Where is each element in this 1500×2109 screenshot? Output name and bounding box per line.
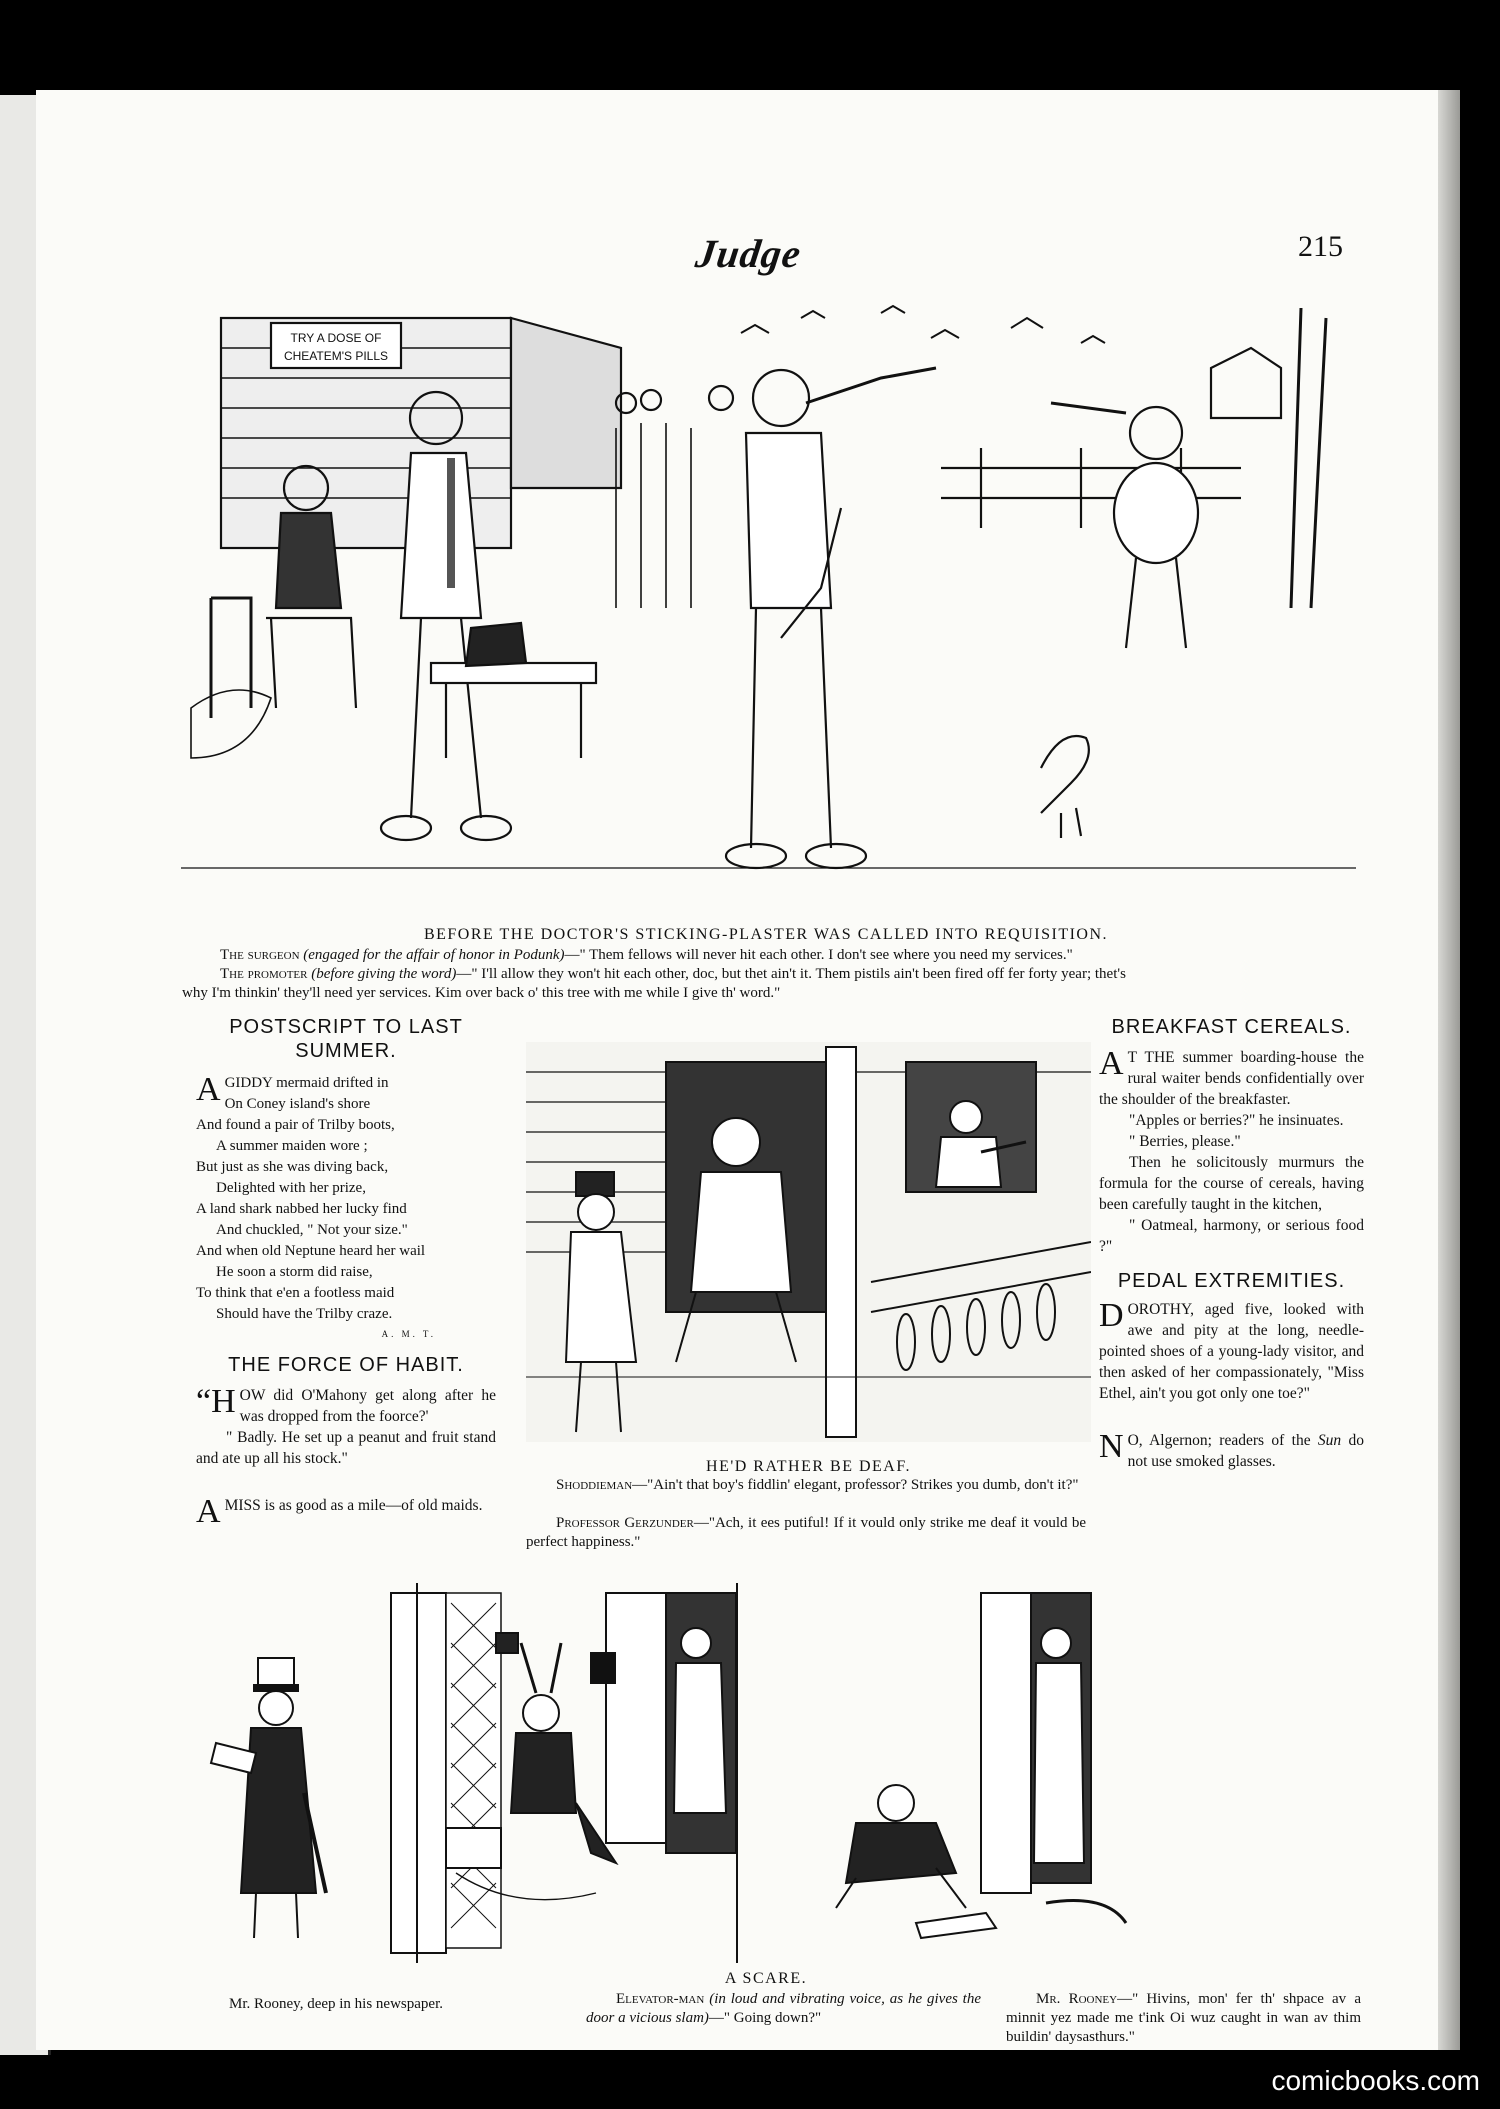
pill-sign-line1: TRY A DOSE OF (290, 331, 382, 345)
rooney-speaker: Mr. Rooney (1036, 1991, 1118, 2007)
sun-text-em: Sun (1317, 1432, 1342, 1449)
duel-cartoon-title: BEFORE THE DOCTOR'S STICKING-PLASTER WAS CALLED INTO REQUISITION. (423, 926, 1109, 943)
pedal-text: OROTHY, aged five, looked with awe and pity at the long, needle-pointed shoes of a young-lady visitor, and then asked of her compassionately, "Miss Ethel, ain't you got only one toe?" (1099, 1301, 1364, 1402)
cereal-text: T THE summer boarding-house the rural waiter bends confidentially over the shoulder of the breakfaster. (1099, 1049, 1364, 1108)
miss-joke (196, 1493, 496, 1530)
fiddle-cartoon-illustration (526, 1042, 1091, 1442)
poem-line: On Coney island's shore (224, 1096, 371, 1112)
poem-drop-cap: A (196, 1071, 221, 1108)
strip-divider-2 (736, 1583, 738, 1963)
page-number: 215 (1298, 230, 1343, 263)
shoddieman-line: —"Ain't that boy's fiddlin' elegant, professor? Strikes you dumb, don't it?" (632, 1477, 1079, 1493)
professor-speaker: Professor Gerzunder (556, 1515, 694, 1531)
poem-line: To think that e'en a footless maid (196, 1285, 395, 1301)
strip-divider-1 (416, 1583, 418, 1963)
cereal-p1 (1099, 1047, 1364, 1110)
poem-line: And when old Neptune heard her wail (196, 1243, 426, 1259)
pedal-body (1099, 1299, 1364, 1404)
cereal-title: BREAKFAST CEREALS. (1111, 1016, 1352, 1038)
scare-title: A SCARE. (724, 1970, 808, 1987)
poem-line: GIDDY mermaid drifted in (224, 1075, 389, 1091)
pedal-drop-cap: D (1099, 1297, 1124, 1334)
sun-drop-cap: N (1099, 1428, 1124, 1465)
cereal-drop-cap: A (1099, 1045, 1124, 1082)
magazine-page (36, 90, 1460, 2050)
sun-text-b: do not use smoked glasses. (1127, 1432, 1365, 1470)
rooney-line: —" Hivins, mon' fer th' shpace av a minnit yez made me t'ink Oi wuz caught in wan av thim buildin' daysasthurs." (1006, 1991, 1361, 2045)
right-column (1099, 1015, 1364, 1472)
left-column (196, 1015, 496, 1530)
elevator-man-aside: (in loud and vibrating voice, as he gives the door a vicious slam) (586, 1991, 982, 2026)
elevator-man-speaker: Elevator-man (616, 1991, 705, 2007)
fiddle-cartoon-title: HE'D RATHER BE DEAF. (706, 1458, 911, 1475)
pedal-title: PEDAL EXTREMITIES. (1117, 1270, 1346, 1292)
cereal-p2: "Apples or berries?" he insinuates. (1129, 1112, 1344, 1129)
miss-text: MISS is as good as a mile—of old maids. (224, 1497, 483, 1514)
fiddle-caption-shoddieman (526, 1476, 1086, 1495)
cereal-p5: " Oatmeal, harmony, or serious food ?" (1099, 1217, 1364, 1255)
poem-body (196, 1073, 496, 1325)
promoter-line: —" I'll allow they won't hit each other, doc, but thet ain't it. Them pistils ain't been fired off fer forty year; thet's (456, 966, 1126, 982)
cereal-p3: " Berries, please." (1129, 1133, 1241, 1150)
duel-caption-surgeon (182, 946, 1362, 965)
pill-sign-line2: CHEATEM'S PILLS (283, 349, 389, 363)
duel-cartoon-illustration (181, 288, 1356, 908)
scare-caption-1: Mr. Rooney, deep in his newspaper. (229, 1996, 443, 2012)
poem-line: But just as she was diving back, (196, 1159, 389, 1175)
promoter-speaker: The promoter (220, 966, 308, 982)
panel-3-aftermath (836, 1593, 1126, 1938)
watermark: comicbooks.com (1271, 2065, 1480, 2096)
poem-line: And found a pair of Trilby boots, (196, 1117, 395, 1133)
scare-caption-3 (1006, 1990, 1361, 2047)
poem-line: Delighted with her prize, (216, 1180, 366, 1196)
habit-text: OW did O'Mahony get along after he was dropped from the foorce?' (239, 1387, 496, 1425)
page-edge (1438, 90, 1460, 2050)
masthead: Judge (692, 231, 805, 276)
scare-caption-2 (586, 1990, 981, 2028)
habit-body (196, 1385, 496, 1427)
poem-signature: A. M. T. (381, 1329, 436, 1339)
duel-caption-promoter (182, 965, 1362, 984)
professor-line: —"Ach, it ees putiful! If it vould only strike me deaf it vould be perfect happiness." (526, 1515, 1086, 1550)
sun-text-a: O, Algernon; readers of the (1127, 1432, 1318, 1449)
surgeon-line: —" Them fellows will never hit each other. I don't see where you need my services." (564, 947, 1073, 963)
panel-1-newspaper (211, 1593, 501, 1953)
poem-title: POSTSCRIPT TO LAST SUMMER. (229, 1016, 463, 1062)
habit-drop-cap: “H (196, 1383, 236, 1420)
miss-drop-cap: A (196, 1493, 221, 1530)
poem-line: A summer maiden wore ; (216, 1138, 368, 1154)
surgeon-speaker: The surgeon (220, 947, 300, 963)
poem-line: A land shark nabbed her lucky find (196, 1201, 407, 1217)
elevator-strip-illustration (196, 1583, 1366, 1968)
sun-joke (1099, 1430, 1364, 1472)
promoter-aside: (before giving the word) (311, 966, 457, 982)
shoddieman-speaker: Shoddieman (556, 1477, 633, 1493)
poem-line: He soon a storm did raise, (216, 1264, 373, 1280)
habit-reply: " Badly. He set up a peanut and fruit stand and ate up all his stock." (196, 1429, 496, 1467)
fiddle-caption-professor (526, 1514, 1086, 1552)
poem-line: Should have the Trilby craze. (216, 1306, 393, 1322)
habit-title: THE FORCE OF HABIT. (228, 1354, 464, 1376)
poem-line: And chuckled, " Not your size." (216, 1222, 408, 1238)
cereal-p4: Then he solicitously murmurs the formula for the course of cereals, having been carefully taught in the kitchen, (1099, 1154, 1364, 1213)
duel-caption-continued: why I'm thinkin' they'll need yer services. Kim over back o' this tree with me while I give th' word." (182, 985, 781, 1001)
elevator-man-line: —" Going down?" (708, 2010, 822, 2026)
surgeon-aside: (engaged for the affair of honor in Podunk) (303, 947, 565, 963)
poem-lines (196, 1073, 496, 1325)
